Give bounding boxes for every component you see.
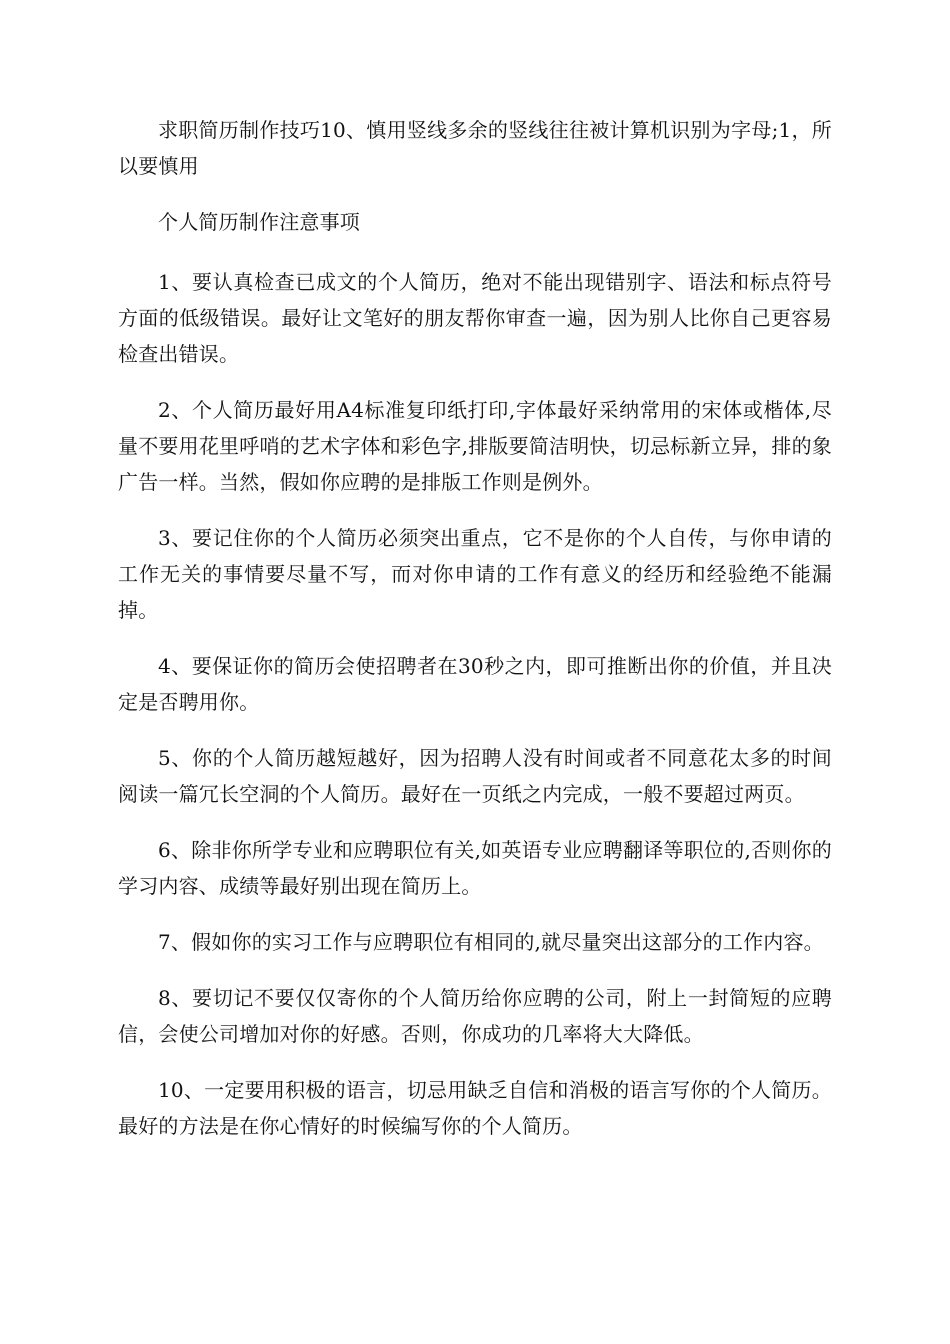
intro-paragraph: 求职简历制作技巧10、慎用竖线多余的竖线往往被计算机识别为字母;1，所以要慎用 <box>118 118 832 178</box>
tip-item-8: 8、要切记不要仅仅寄你的个人简历给你应聘的公司，附上一封简短的应聘信，会使公司增加对你的好感。否则，你成功的几率将大大降低。 <box>118 986 832 1046</box>
tip-item-7: 7、假如你的实习工作与应聘职位有相同的,就尽量突出这部分的工作内容。 <box>158 930 824 954</box>
section-title: 个人简历制作注意事项 <box>158 210 360 234</box>
tip-item-10: 10、一定要用积极的语言，切忌用缺乏自信和消极的语言写你的个人简历。最好的方法是在你心情好的时候编写你的个人简历。 <box>118 1078 832 1138</box>
tip-item-1: 1、要认真检查已成文的个人简历，绝对不能出现错别字、语法和标点符号方面的低级错误。最好让文笔好的朋友帮你审查一遍，因为别人比你自己更容易检查出错误。 <box>118 270 832 366</box>
tip-item-3: 3、要记住你的个人简历必须突出重点，它不是你的个人自传，与你申请的工作无关的事情要尽量不写，而对你申请的工作有意义的经历和经验绝不能漏掉。 <box>118 526 832 622</box>
tip-item-5: 5、你的个人简历越短越好，因为招聘人没有时间或者不同意花太多的时间阅读一篇冗长空洞的个人简历。最好在一页纸之内完成，一般不要超过两页。 <box>118 746 832 806</box>
tip-item-2: 2、个人简历最好用A4标准复印纸打印,字体最好采纳常用的宋体或楷体,尽量不要用花里呼哨的艺术字体和彩色字,排版要简洁明快，切忌标新立异，排的象广告一样。当然，假如你应聘的是排版工作则是例外。 <box>118 398 832 494</box>
tip-item-6: 6、除非你所学专业和应聘职位有关,如英语专业应聘翻译等职位的,否则你的学习内容、成绩等最好别出现在简历上。 <box>118 838 832 898</box>
tip-item-4: 4、要保证你的简历会使招聘者在30秒之内，即可推断出你的价值，并且决定是否聘用你。 <box>118 654 832 714</box>
document-body <box>118 112 832 1164</box>
